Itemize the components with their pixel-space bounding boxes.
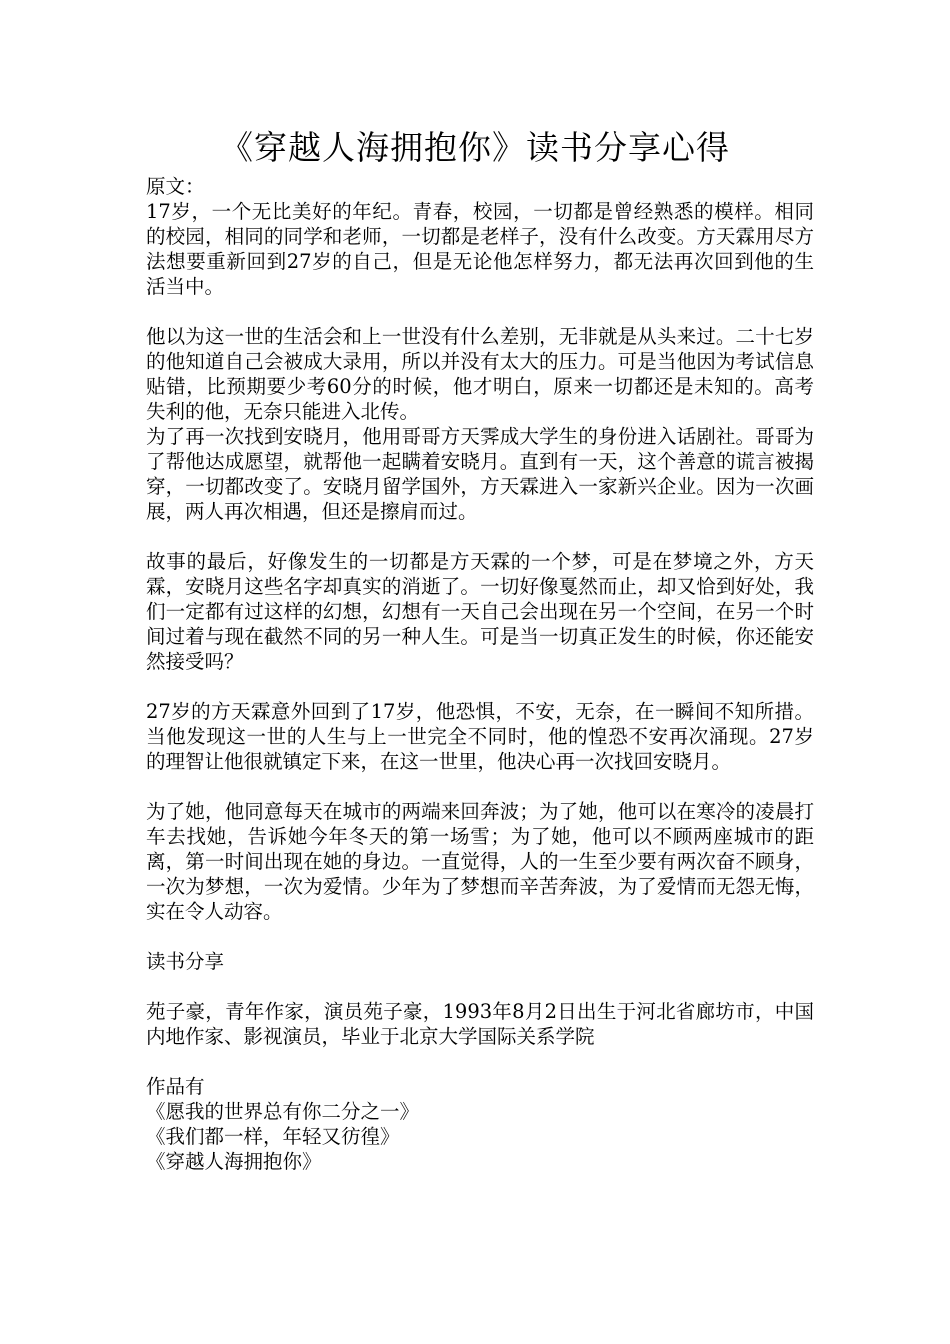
work-item-1: 《愿我的世界总有你二分之一》 xyxy=(146,1100,420,1123)
section-heading: 读书分享 xyxy=(146,950,225,973)
author-intro: 苑子豪，青年作家，演员苑子豪，1993年8月2日出生于河北省廊坊市，中国内地作家、影视演员，毕业于北京大学国际关系学院 xyxy=(146,1000,814,1048)
work-item-3: 《穿越人海拥抱你》 xyxy=(146,1150,322,1173)
paragraph-2: 他以为这一世的生活会和上一世没有什么差别，无非就是从头来过。二十七岁的他知道自己会被成大录用，所以并没有太大的压力。可是当他因为考试信息贴错，比预期要少考60分的时候，他才明白，原来一切都还是未知的。高考失利的他，无奈只能进入北传。 xyxy=(146,325,814,423)
paragraph-5: 27岁的方天霖意外回到了17岁，他恐惧，不安，无奈，在一瞬间不知所措。当他发现这一世的人生与上一世完全不同时，他的惶恐不安再次涌现。27岁的理智让他很就镇定下来，在这一世里，他决心再一次找回安晓月。 xyxy=(146,700,814,773)
paragraph-6: 为了她，他同意每天在城市的两端来回奔波；为了她，他可以在寒冷的凌晨打车去找她，告诉她今年冬天的第一场雪；为了她，他可以不顾两座城市的距离，第一时间出现在她的身边。一直觉得，人的一生至少要有两次奋不顾身，一次为梦想，一次为爱情。少年为了梦想而辛苦奔波，为了爱情而无怨无悔，实在令人动容。 xyxy=(146,800,814,923)
original-label: 原文： xyxy=(146,175,205,198)
work-item-2: 《我们都一样，年轻又彷徨》 xyxy=(146,1125,400,1148)
document-body xyxy=(146,174,814,1174)
paragraph-4: 故事的最后，好像发生的一切都是方天霖的一个梦，可是在梦境之外，方天霖，安晓月这些名字却真实的消逝了。一切好像戛然而止，却又恰到好处，我们一定都有过这样的幻想，幻想有一天自己会出现在另一个空间，在另一个时间过着与现在截然不同的另一种人生。可是当一切真正发生的时候，你还能安然接受吗？ xyxy=(146,550,814,673)
paragraph-1: 17岁，一个无比美好的年纪。青春，校园，一切都是曾经熟悉的模样。相同的校园，相同的同学和老师，一切都是老样子，没有什么改变。方天霖用尽方法想要重新回到27岁的自己，但是无论他怎样努力，都无法再次回到他的生活当中。 xyxy=(146,200,814,298)
paragraph-3: 为了再一次找到安晓月，他用哥哥方天霁成大学生的身份进入话剧社。哥哥为了帮他达成愿望，就帮他一起瞒着安晓月。直到有一天，这个善意的谎言被揭穿，一切都改变了。安晓月留学国外，方天霖进入一家新兴企业。因为一次画展，两人再次相遇，但还是擦肩而过。 xyxy=(146,425,814,523)
document-title: 《穿越人海拥抱你》读书分享心得 xyxy=(220,128,730,167)
works-label: 作品有 xyxy=(146,1075,205,1098)
